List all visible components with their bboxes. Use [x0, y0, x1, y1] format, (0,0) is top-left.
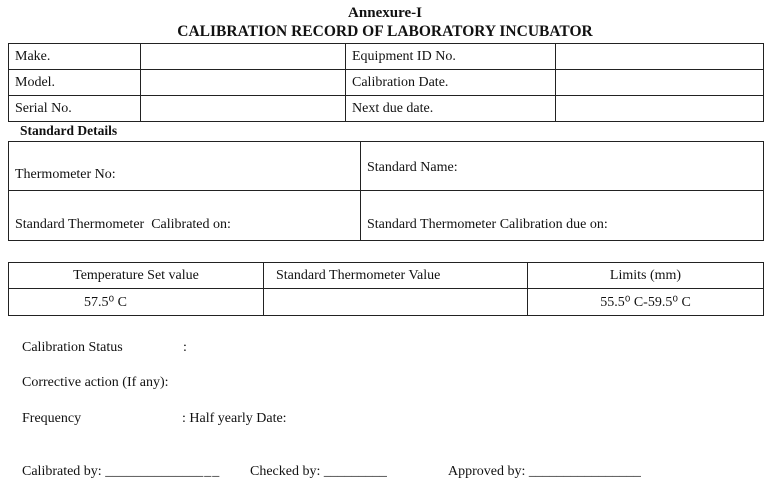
checked-by-field[interactable]: Checked by: _________: [250, 464, 387, 479]
calibration-date-value[interactable]: [556, 70, 764, 96]
next-due-date-label: Next due date.: [346, 96, 556, 122]
table-row: [9, 96, 764, 122]
serial-no-value[interactable]: [141, 96, 346, 122]
model-label: Model.: [9, 70, 141, 96]
frequency-label: Frequency: [22, 411, 82, 426]
calibration-status-separator: :: [183, 340, 187, 355]
table-row: [9, 289, 764, 316]
calibration-date-label: Calibration Date.: [346, 70, 556, 96]
readings-table: [8, 262, 764, 316]
limits-cell: 55.5⁰ C-59.5⁰ C: [528, 289, 764, 316]
equipment-id-label: Equipment ID No.: [346, 44, 556, 70]
table-header-row: [9, 263, 764, 289]
calibrated-by-tail: ___: [196, 464, 221, 479]
standard-thermometer-value-cell[interactable]: [264, 289, 528, 316]
set-value-cell: 57.5⁰ C: [9, 289, 264, 316]
corrective-action-label: Corrective action (If any):: [22, 375, 169, 390]
model-value[interactable]: [141, 70, 346, 96]
make-value[interactable]: [141, 44, 346, 70]
serial-no-label: Serial No.: [9, 96, 141, 122]
standard-details-heading: Standard Details: [20, 123, 118, 138]
table-row: [9, 44, 764, 70]
calibrated-by-field[interactable]: [22, 464, 220, 480]
frequency-value: : Half yearly Date:: [182, 411, 287, 426]
header-standard-thermometer-value: Standard Thermometer Value: [264, 263, 528, 289]
table-row: [9, 191, 764, 241]
make-label: Make.: [9, 44, 141, 70]
next-due-date-value[interactable]: [556, 96, 764, 122]
document-title: CALIBRATION RECORD OF LABORATORY INCUBATOR: [177, 23, 593, 40]
table-row: [9, 70, 764, 96]
equipment-id-value[interactable]: [556, 44, 764, 70]
equipment-table: [8, 43, 764, 122]
standard-details-table: [8, 141, 764, 241]
header-limits: Limits (mm): [528, 263, 764, 289]
approved-by-field[interactable]: Approved by: ________________: [448, 464, 641, 479]
calibration-due-on-field[interactable]: Standard Thermometer Calibration due on:: [361, 191, 764, 241]
table-row: [9, 142, 764, 191]
header-temperature-set-value: Temperature Set value: [9, 263, 264, 289]
annexure-label: Annexure-I: [348, 5, 422, 21]
calibrated-by-label: Calibrated by: _____________: [22, 464, 197, 479]
thermometer-no-field[interactable]: Thermometer No:: [9, 142, 361, 191]
standard-name-field[interactable]: Standard Name:: [361, 142, 764, 191]
calibration-status-label: Calibration Status: [22, 340, 123, 355]
calibrated-on-field[interactable]: Standard Thermometer Calibrated on:: [9, 191, 361, 241]
